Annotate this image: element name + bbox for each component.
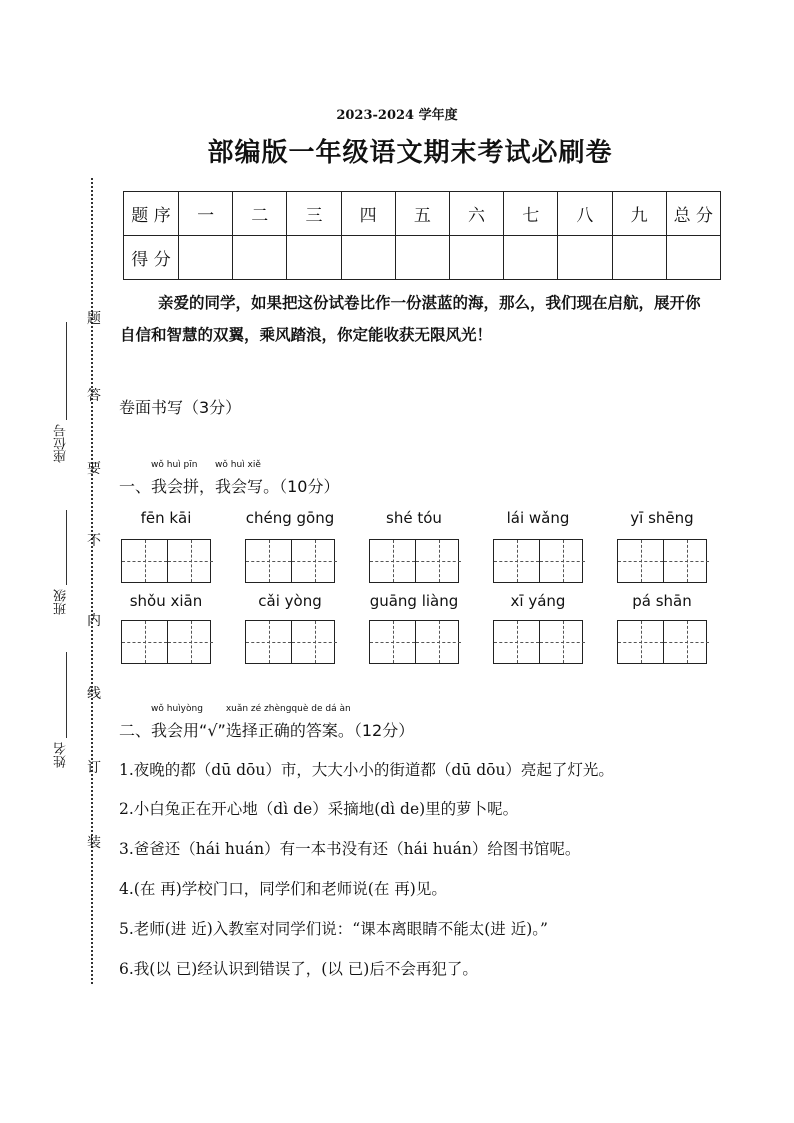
score-header-cell: 六 [449, 192, 503, 236]
pinyin-label: pá shān [632, 592, 692, 610]
section-2-part2-text: 选择正确的答案 [225, 721, 338, 740]
score-input-cell[interactable] [233, 236, 287, 280]
writing-grid[interactable] [617, 539, 707, 583]
writing-grid[interactable] [121, 620, 211, 664]
section-1-sep: ， [199, 477, 216, 496]
score-input-cell[interactable] [449, 236, 503, 280]
name-blank[interactable] [66, 652, 67, 738]
binding-warning-char: 装 [87, 835, 101, 851]
writing-grid[interactable] [369, 539, 459, 583]
section-1-part2 [215, 460, 264, 497]
binding-dotted-line [91, 178, 93, 984]
binding-warning-char: 不 [87, 533, 101, 549]
seat-number-label: 座位号 [54, 424, 69, 463]
pinyin-label: shǒu xiān [129, 592, 203, 610]
binding-warning-char: 线 [87, 686, 101, 702]
binding-warning-char: 订 [87, 760, 101, 776]
writing-grid[interactable] [493, 620, 583, 664]
section-2-number: 二、 [119, 721, 152, 740]
score-table-score-row [124, 236, 721, 280]
section-1-end: 。 [263, 477, 280, 496]
pinyin-label: lái wǎng [506, 509, 570, 527]
score-header-cell: 一 [179, 192, 233, 236]
question-3: 3.爸爸还（hái huán）有一本书没有还（hái huán）给图书馆呢。 [119, 840, 581, 858]
section-1-points: （10分） [279, 477, 340, 496]
score-input-cell[interactable] [287, 236, 341, 280]
score-header-cell: 八 [558, 192, 612, 236]
section-1-part2-text: 我会写 [215, 477, 264, 496]
score-header-cell: 题 序 [124, 192, 179, 236]
question-1: 1.夜晚的都（dū dōu）市，大大小小的街道都（dū dōu）亮起了灯光。 [119, 761, 614, 779]
writing-grid[interactable] [369, 620, 459, 664]
section-2-heading [119, 704, 415, 741]
writing-grid[interactable] [617, 620, 707, 664]
score-input-cell[interactable] [179, 236, 233, 280]
writing-grid[interactable] [121, 539, 211, 583]
seat-number-blank[interactable] [66, 322, 67, 420]
score-input-cell[interactable] [341, 236, 395, 280]
section-2-part1-text: 我会用 [151, 721, 200, 740]
section-1-number: 一、 [119, 477, 152, 496]
section-2-part1-pinyin: wǒ huìyòng [151, 704, 203, 714]
binding-warning-char: 要 [87, 461, 101, 477]
writing-grid[interactable] [245, 539, 335, 583]
score-input-cell[interactable] [612, 236, 666, 280]
pinyin-label: yī shēng [630, 509, 694, 527]
section-1-part2-pinyin: wǒ huì xiě [215, 460, 261, 470]
score-input-cell[interactable] [504, 236, 558, 280]
section-1-part1 [151, 460, 200, 497]
section-1-part1-text: 我会拼 [151, 477, 200, 496]
score-table-header-row [124, 192, 721, 236]
pinyin-label: xī yáng [510, 592, 566, 610]
class-blank[interactable] [66, 510, 67, 585]
question-6: 6.我(以 已)经认识到错误了，(以 已)后不会再犯了。 [119, 960, 478, 978]
section-2-part2-pinyin: xuǎn zé zhèngquè de dá àn [225, 704, 351, 714]
score-header-cell: 二 [233, 192, 287, 236]
score-header-cell: 九 [612, 192, 666, 236]
question-5: 5.老师(进 近)入教室对同学们说：“课本离眼睛不能太(进 近)。” [119, 920, 548, 938]
intro-text: 亲爱的同学，如果把这份试卷比作一份湛蓝的海，那么，我们现在启航，展开你自信和智慧的双翼，乘风踏浪，你定能收获无限风光！ [120, 293, 701, 344]
question-4: 4.(在 再)学校门口，同学们和老师说(在 再)见。 [119, 880, 447, 898]
binding-warning-char: 题 [87, 311, 101, 327]
pinyin-label: shé tóu [386, 509, 442, 527]
exam-title: 部编版一年级语文期末考试必刷卷 [207, 138, 613, 168]
section-2-end: 。 [337, 721, 354, 740]
score-header-cell: 四 [341, 192, 395, 236]
binding-warning-char: 内 [87, 613, 101, 629]
section-1-part1-pinyin: wǒ huì pīn [151, 460, 198, 470]
section-2-part1 [151, 704, 203, 741]
section-1-heading [119, 460, 340, 497]
question-2: 2.小白兔正在开心地（dì de）采摘地(dì de)里的萝卜呢。 [119, 800, 519, 818]
score-header-cell: 七 [504, 192, 558, 236]
name-label: 姓名 [54, 742, 69, 768]
score-header-cell: 总 分 [666, 192, 720, 236]
pinyin-label: chéng gōng [245, 509, 335, 527]
neatness-score-label: 卷面书写（3分） [119, 398, 242, 417]
score-header-cell: 三 [287, 192, 341, 236]
section-2-check: “√” [199, 721, 226, 740]
score-input-cell[interactable] [558, 236, 612, 280]
pinyin-label: cǎi yòng [258, 592, 322, 610]
writing-grid[interactable] [493, 539, 583, 583]
score-input-cell[interactable] [395, 236, 449, 280]
binding-warning-char: 答 [87, 388, 101, 404]
section-2-points: （12分） [353, 721, 415, 740]
score-header-cell: 五 [395, 192, 449, 236]
score-input-cell[interactable] [666, 236, 720, 280]
score-row-label: 得 分 [124, 236, 179, 280]
class-label: 班级 [54, 589, 69, 615]
score-table [123, 191, 721, 280]
pinyin-label: guāng liàng [369, 592, 459, 610]
exam-year: 2023-2024 学年度 [336, 108, 458, 123]
section-2-part2 [225, 704, 351, 741]
pinyin-label: fēn kāi [140, 509, 192, 527]
writing-grid[interactable] [245, 620, 335, 664]
